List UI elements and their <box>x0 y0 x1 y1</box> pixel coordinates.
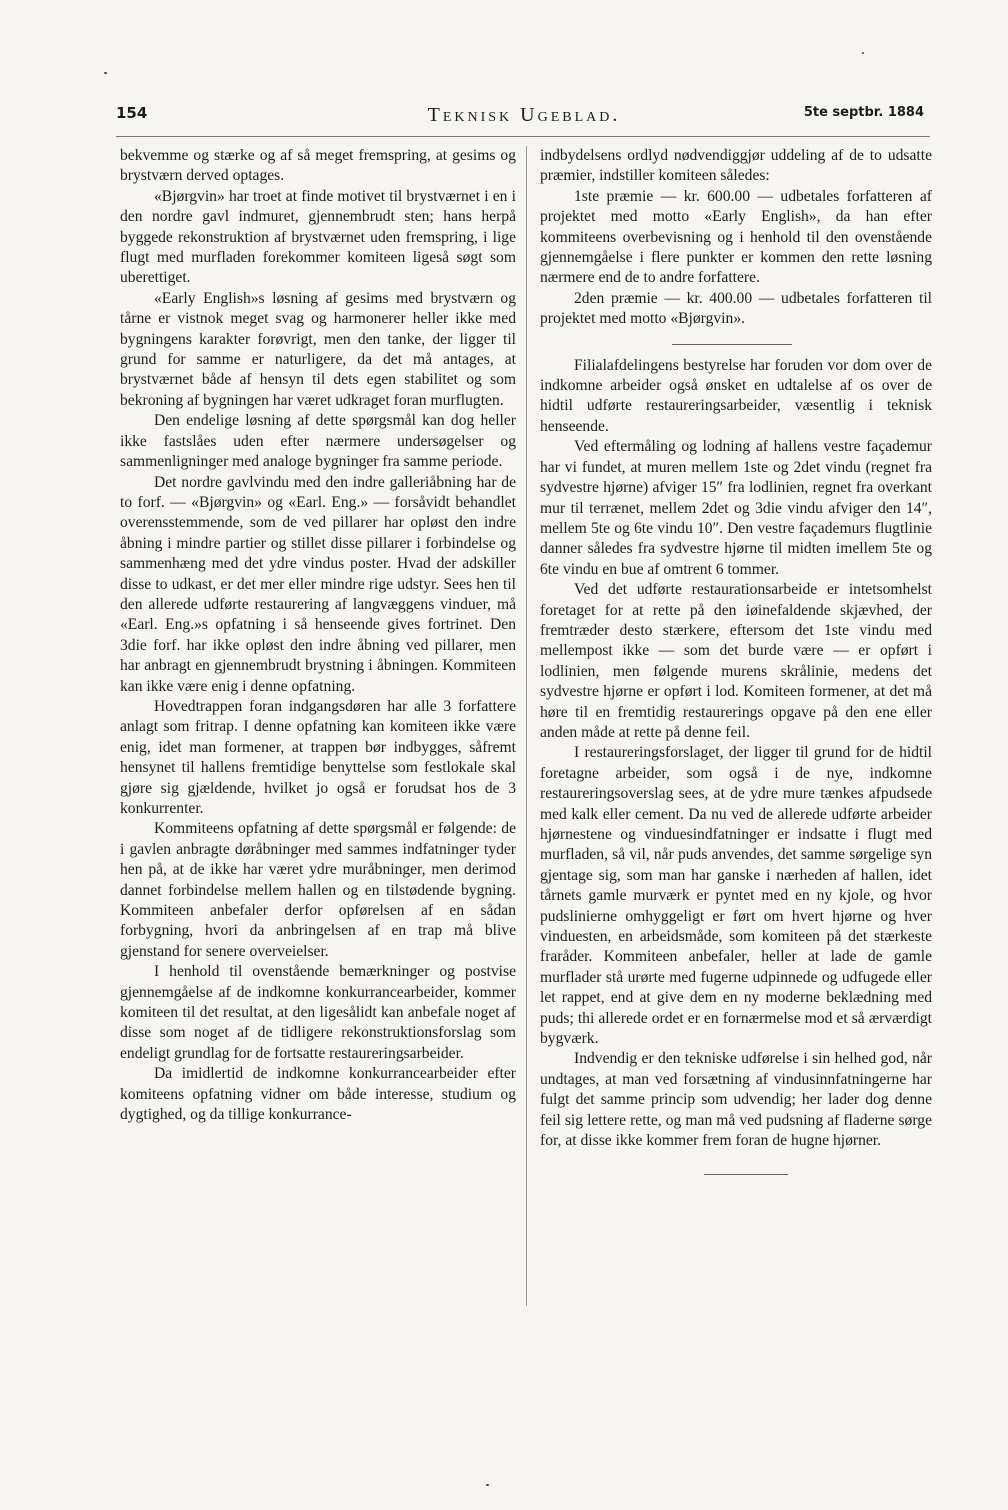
paragraph: indbydelsens ordlyd nødvendiggjør uddeling af de to udsatte præmier, indstiller komiteen således: <box>540 147 932 185</box>
print-speck <box>862 52 864 54</box>
print-speck <box>104 72 107 74</box>
paragraph: Hovedtrappen foran indgangsdøren har alle 3 forfattere anlagt som fritrap. I denne opfatning kan komiteen ikke være enig, idet man formener, at trappen bør indbygges, såfremt hensynet til hallens fremtidige benyttelse som festlokale skal gjøre sig gjældende, hvilket jo også er forudsat hos de 3 konkurrenter. <box>120 697 516 817</box>
paragraph: Ved det udførte restaurationsarbeide er intetsomhelst foretaget for at rette på den iøinefaldende skjævhed, der fremtræder desto stærkere, eftersom det 1ste vindu med mellempost ikke — som det burde være — er opført i lodlinien, men følgende murens skrålinie, medens det sydvestre hjørne er opført i lod. Komiteen formener, at det må høre til en fremtidig restaurerings opgave på den ene eller anden måde at rette på denne feil. <box>540 581 932 741</box>
end-separator <box>540 1152 932 1186</box>
right-column <box>540 146 932 1186</box>
paragraph: I restaureringsforslaget, der ligger til grund for de hidtil foretagne arbeider, som også i de nye, indkomne restaureringsoverslag sees, at de ydre mure tænkes afpudsede med kalk eller cement. Da nu ved de allerede udførte arbeider hjørnestene og vinduesindfatninger er indsatte i flugt med murfladen, så vil, når puds anvendes, det samme sørgelige syn gjentage sig, som man har ganske i nærheden af hallen, idet tårnets gamle murværk er pyntet med en ny kjole, og hvor pudslinierne omhyggeligt er ført om hvert hjørne og hver vinduesten, en arbeidsmåde, som komiteen på det stærkeste fraråder. Kommiteen anbefaler, heller at lade de gamle murflader stå urørte med fugerne udpinnede og udfugede eller let rappet, end at give dem en ny moderne beklædning med puds; thi allerede ordet er en fornærmelse mod et så ærværdigt bygværk. <box>540 744 932 1048</box>
page-number: 154 <box>116 104 148 122</box>
issue-date: 5te septbr. 1884 <box>803 105 924 120</box>
header-rule <box>116 136 930 137</box>
paragraph: I henhold til ovenstående bemærkninger og postvise gjennemgåelse af de indkomne konkurrancearbeider, kommer komiteen til det resultat, at den ligesålidt kan anbefale noget af disse som noget af de tidligere rekonstruktionsforslag som endeligt grundlag for de fortsatte restaureringsarbeider. <box>120 963 516 1062</box>
paragraph: «Early English»s løsning af gesims med brystværn og tårne er vistnok meget svag og harmonerer heller ikke med bygningens karakter forøvrigt, men den tanke, der ligger til grund for samme er naturligere, da det må antages, at brystværnet både af hensyn til dets egen stabilitet og som bekroning af bygningen har været udkraget foran murflugten. <box>120 289 516 409</box>
left-column <box>120 146 516 1126</box>
paragraph: «Bjørgvin» har troet at finde motivet til brystværnet i en i den nordre gavl indmuret, gjennembrudt sten; hans herpå byggede rekonstruktion af brystværnet uden fremspring, i lige flugt med murfladen forekommer komiteen ligeså søgt som uberettiget. <box>120 187 516 287</box>
paragraph: 1ste præmie — kr. 600.00 — udbetales forfatteren af projektet med motto «Early English», da han efter kommiteens overbevisning og i henhold til den ovenstående gjennemgåelse i flere punkter er kommen den rette løsning nærmere end de to andre forfattere. <box>540 187 932 287</box>
end-rule <box>704 1174 788 1175</box>
section-separator <box>540 330 932 356</box>
paragraph: Da imidlertid de indkomne konkurrancearbeider efter komiteens opfatning vidner om både interesse, studium og dygtighed, og da tillige konkurrance- <box>120 1065 516 1124</box>
paragraph: Det nordre gavlvindu med den indre galleriåbning har de to forf. — «Bjørgvin» og «Earl. Eng.» — forsåvidt behandlet overensstemmende, som de ved pillarer har opløst den indre åbning i mindre partier og stillet disse pillarer i forbindelse og sammenhæng med det ydre vindus poster. Hvad der adskiller disse to udkast, er det mer eller mindre rige udstyr. Sees hen til den allerede udførte restaurering af langvæggens vinduer, må «Earl. Eng.»s opfatning i så henseende gives fortrinet. Den 3die forf. har ikke opløst den indre åbning ved pillarer, men har anbragt en gjennembrudt brystning i åbningen. Kommiteen kan ikke være enig i denne opfatning. <box>120 473 516 695</box>
separator-rule <box>672 344 792 345</box>
paragraph: Ved eftermåling og lodning af hallens vestre façademur har vi fundet, at muren mellem 1ste og 2det vindu (regnet fra sydvestre hjørne) afviger 15″ fra lodlinien, regnet fra overkant mur til terrænet, mellem 2det og 3die vindu afviger den 14″, mellem 5te og 6te vindu 10″. Den vestre façademurs flugtlinie danner således fra sydvestre hjørne til midten imellem 5te og 6te vindu en bue af omtrent 6 tommer. <box>540 438 932 578</box>
journal-title: Teknisk Ugeblad. <box>427 104 621 126</box>
print-speck <box>486 1484 489 1486</box>
paragraph: Kommiteens opfatning af dette spørgsmål er følgende: de i gavlen anbragte døråbninger med sammes indfatninger tyder hen på, at de ikke har været ydre muråbninger, men derimod dannet forbindelse mellem hallen og en tilstødende bygning. Kommiteen anbefaler derfor opførelsen af en sådan forbygning, hvori da anbringelsen af en trap må blive gjenstand for senere overveielser. <box>120 820 516 960</box>
paragraph: 2den præmie — kr. 400.00 — udbetales forfatteren til projektet med motto «Bjørgvin». <box>540 289 932 328</box>
page-header <box>116 104 932 130</box>
paragraph: Den endelige løsning af dette spørgsmål kan dog heller ikke fastslåes uden efter nærmere undersøgelser og sammenligninger med analoge bygninger fra samme periode. <box>120 412 516 471</box>
paragraph: Indvendig er den tekniske udførelse i sin helhed god, når undtages, at man ved forsætning af vindusinnfatningerne har fulgt det samme princip som udvendig; her lader dog denne feil sig lettere rette, og man må ved pudsning af fladerne sørge for, at disse ikke kommer frem foran de hugne hjørner. <box>540 1050 932 1150</box>
paragraph: Filialafdelingens bestyrelse har foruden vor dom over de indkomne arbeider også ønsket en udtalelse af os over de hidtil udførte restaureringsarbeider, væsentlig i teknisk henseende. <box>540 356 932 435</box>
column-divider <box>526 146 527 1306</box>
paragraph: bekvemme og stærke og af så meget fremspring, at gesims og brystværn derved optages. <box>120 147 516 185</box>
